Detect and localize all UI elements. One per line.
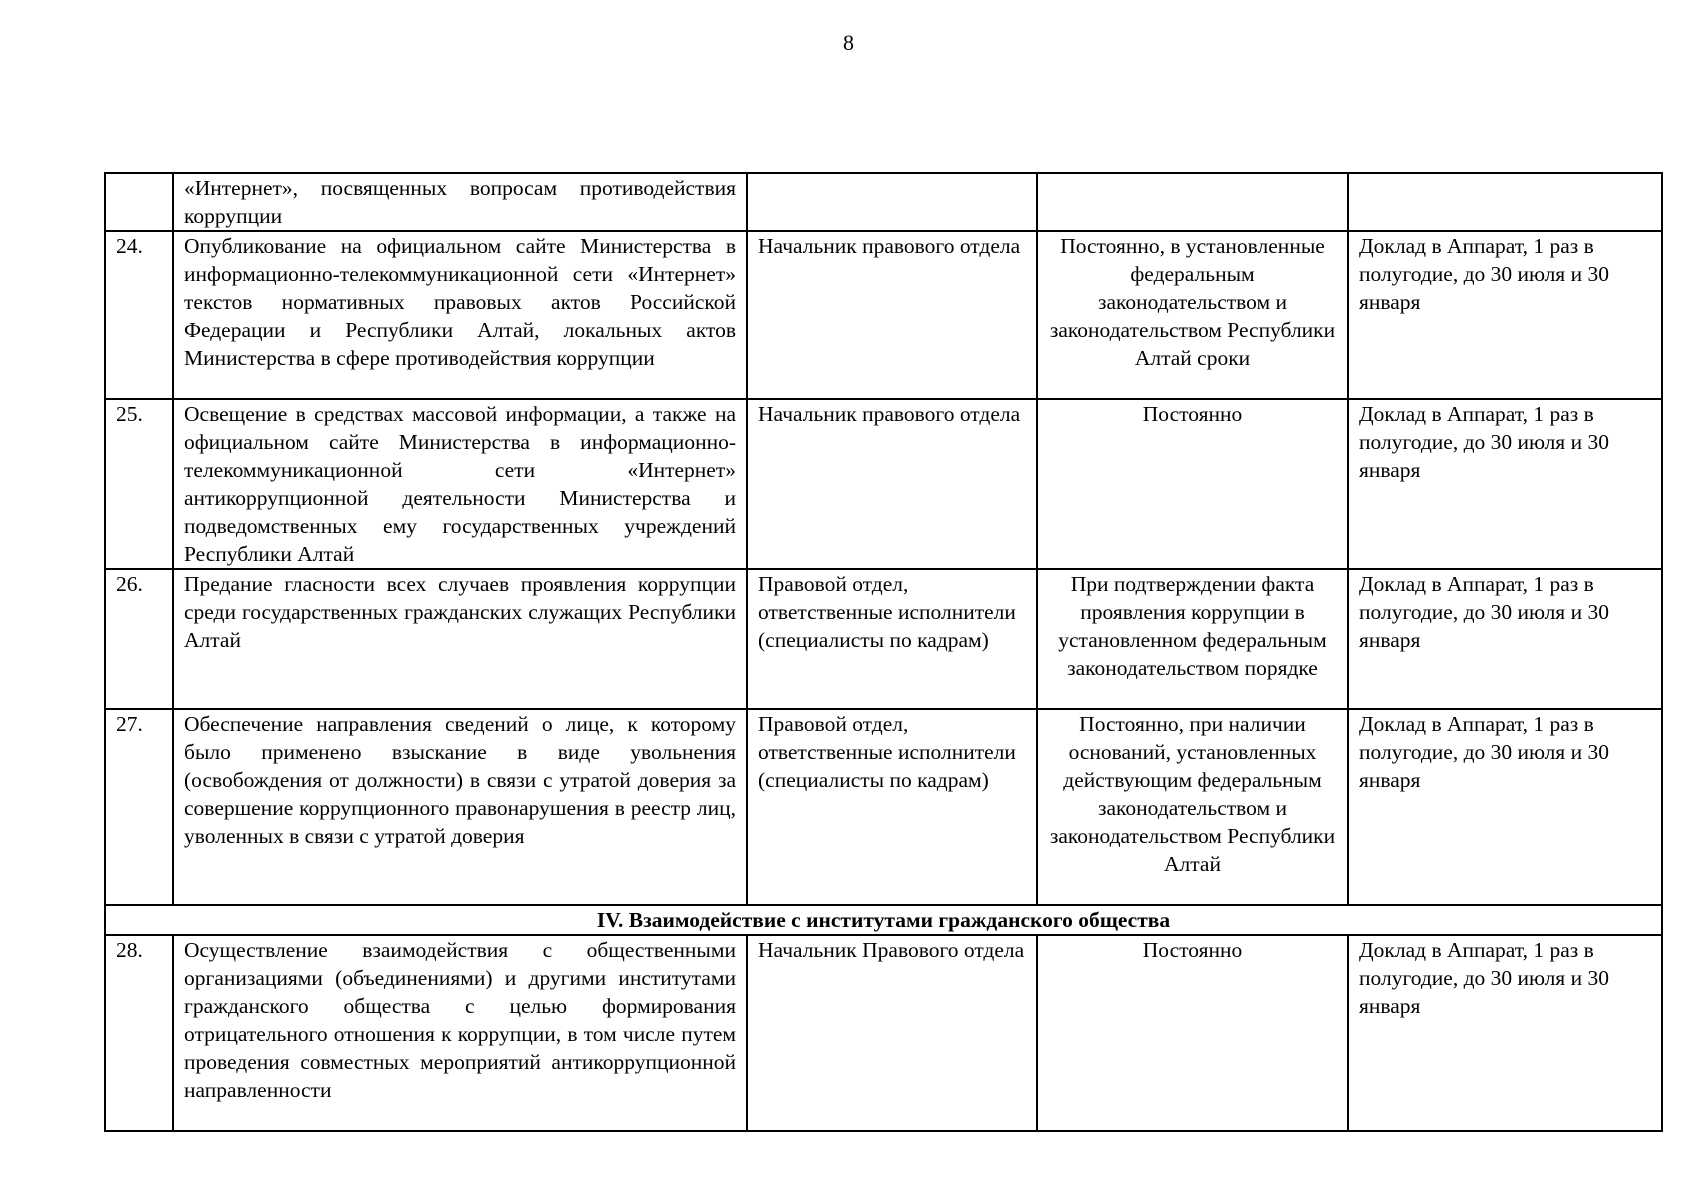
cell-report: Доклад в Аппарат, 1 раз в полугодие, до 30 июля и 30 января: [1348, 399, 1662, 569]
cell-responsible: Начальник правового отдела: [747, 231, 1037, 399]
table-row: [105, 399, 1662, 569]
cell-responsible: Начальник правового отдела: [747, 399, 1037, 569]
cell-responsible: [747, 173, 1037, 231]
cell-number: [105, 173, 173, 231]
table-row: [105, 569, 1662, 709]
cell-report: [1348, 173, 1662, 231]
cell-term: При подтверждении факта проявления коррупции в установленном федеральным законодательством порядке: [1037, 569, 1348, 709]
cell-number: 24.: [105, 231, 173, 399]
cell-responsible: Правовой отдел, ответственные исполнители (специалисты по кадрам): [747, 709, 1037, 905]
cell-description: Освещение в средствах массовой информации, а также на официальном сайте Министерства в информационно-телекоммуникационной сети «Интернет» антикоррупционной деятельности Министерства и подведомственных ему государственных учреждений Республики Алтай: [173, 399, 747, 569]
action-plan-table: [104, 172, 1663, 1132]
cell-term: [1037, 173, 1348, 231]
cell-report: Доклад в Аппарат, 1 раз в полугодие, до 30 июля и 30 января: [1348, 709, 1662, 905]
page-number: 8: [843, 30, 854, 55]
cell-description: Обеспечение направления сведений о лице, к которому было применено взыскание в виде увольнения (освобождения от должности) в связи с утратой доверия за совершение коррупционного правонарушения в реестр лиц, уволенных в связи с утратой доверия: [173, 709, 747, 905]
table-row: [105, 709, 1662, 905]
cell-term: Постоянно: [1037, 399, 1348, 569]
cell-description: Осуществление взаимодействия с общественными организациями (объединениями) и другими институтами гражданского общества с целью формирования отрицательного отношения к коррупции, в том числе путем проведения совместных мероприятий антикоррупционной направленности: [173, 935, 747, 1131]
table-row: [105, 173, 1662, 231]
section-title: IV. Взаимодействие с институтами гражданского общества: [105, 905, 1662, 935]
cell-description: «Интернет», посвященных вопросам противодействия коррупции: [173, 173, 747, 231]
cell-report: Доклад в Аппарат, 1 раз в полугодие, до 30 июля и 30 января: [1348, 231, 1662, 399]
cell-responsible: Правовой отдел, ответственные исполнители (специалисты по кадрам): [747, 569, 1037, 709]
cell-number: 26.: [105, 569, 173, 709]
cell-term: Постоянно: [1037, 935, 1348, 1131]
table-row: [105, 935, 1662, 1131]
cell-number: 25.: [105, 399, 173, 569]
cell-number: 28.: [105, 935, 173, 1131]
cell-description: Опубликование на официальном сайте Министерства в информационно-телекоммуникационной сети «Интернет» текстов нормативных правовых актов Российской Федерации и Республики Алтай, локальных актов Министерства в сфере противодействия коррупции: [173, 231, 747, 399]
cell-report: Доклад в Аппарат, 1 раз в полугодие, до 30 июля и 30 января: [1348, 569, 1662, 709]
cell-report: Доклад в Аппарат, 1 раз в полугодие, до 30 июля и 30 января: [1348, 935, 1662, 1131]
table-row: [105, 231, 1662, 399]
cell-description: Предание гласности всех случаев проявления коррупции среди государственных гражданских служащих Республики Алтай: [173, 569, 747, 709]
section-header-row: [105, 905, 1662, 935]
cell-responsible: Начальник Правового отдела: [747, 935, 1037, 1131]
cell-term: Постоянно, в установленные федеральным законодательством и законодательством Республики Алтай сроки: [1037, 231, 1348, 399]
cell-term: Постоянно, при наличии оснований, установленных действующим федеральным законодательством и законодательством Республики Алтай: [1037, 709, 1348, 905]
cell-number: 27.: [105, 709, 173, 905]
